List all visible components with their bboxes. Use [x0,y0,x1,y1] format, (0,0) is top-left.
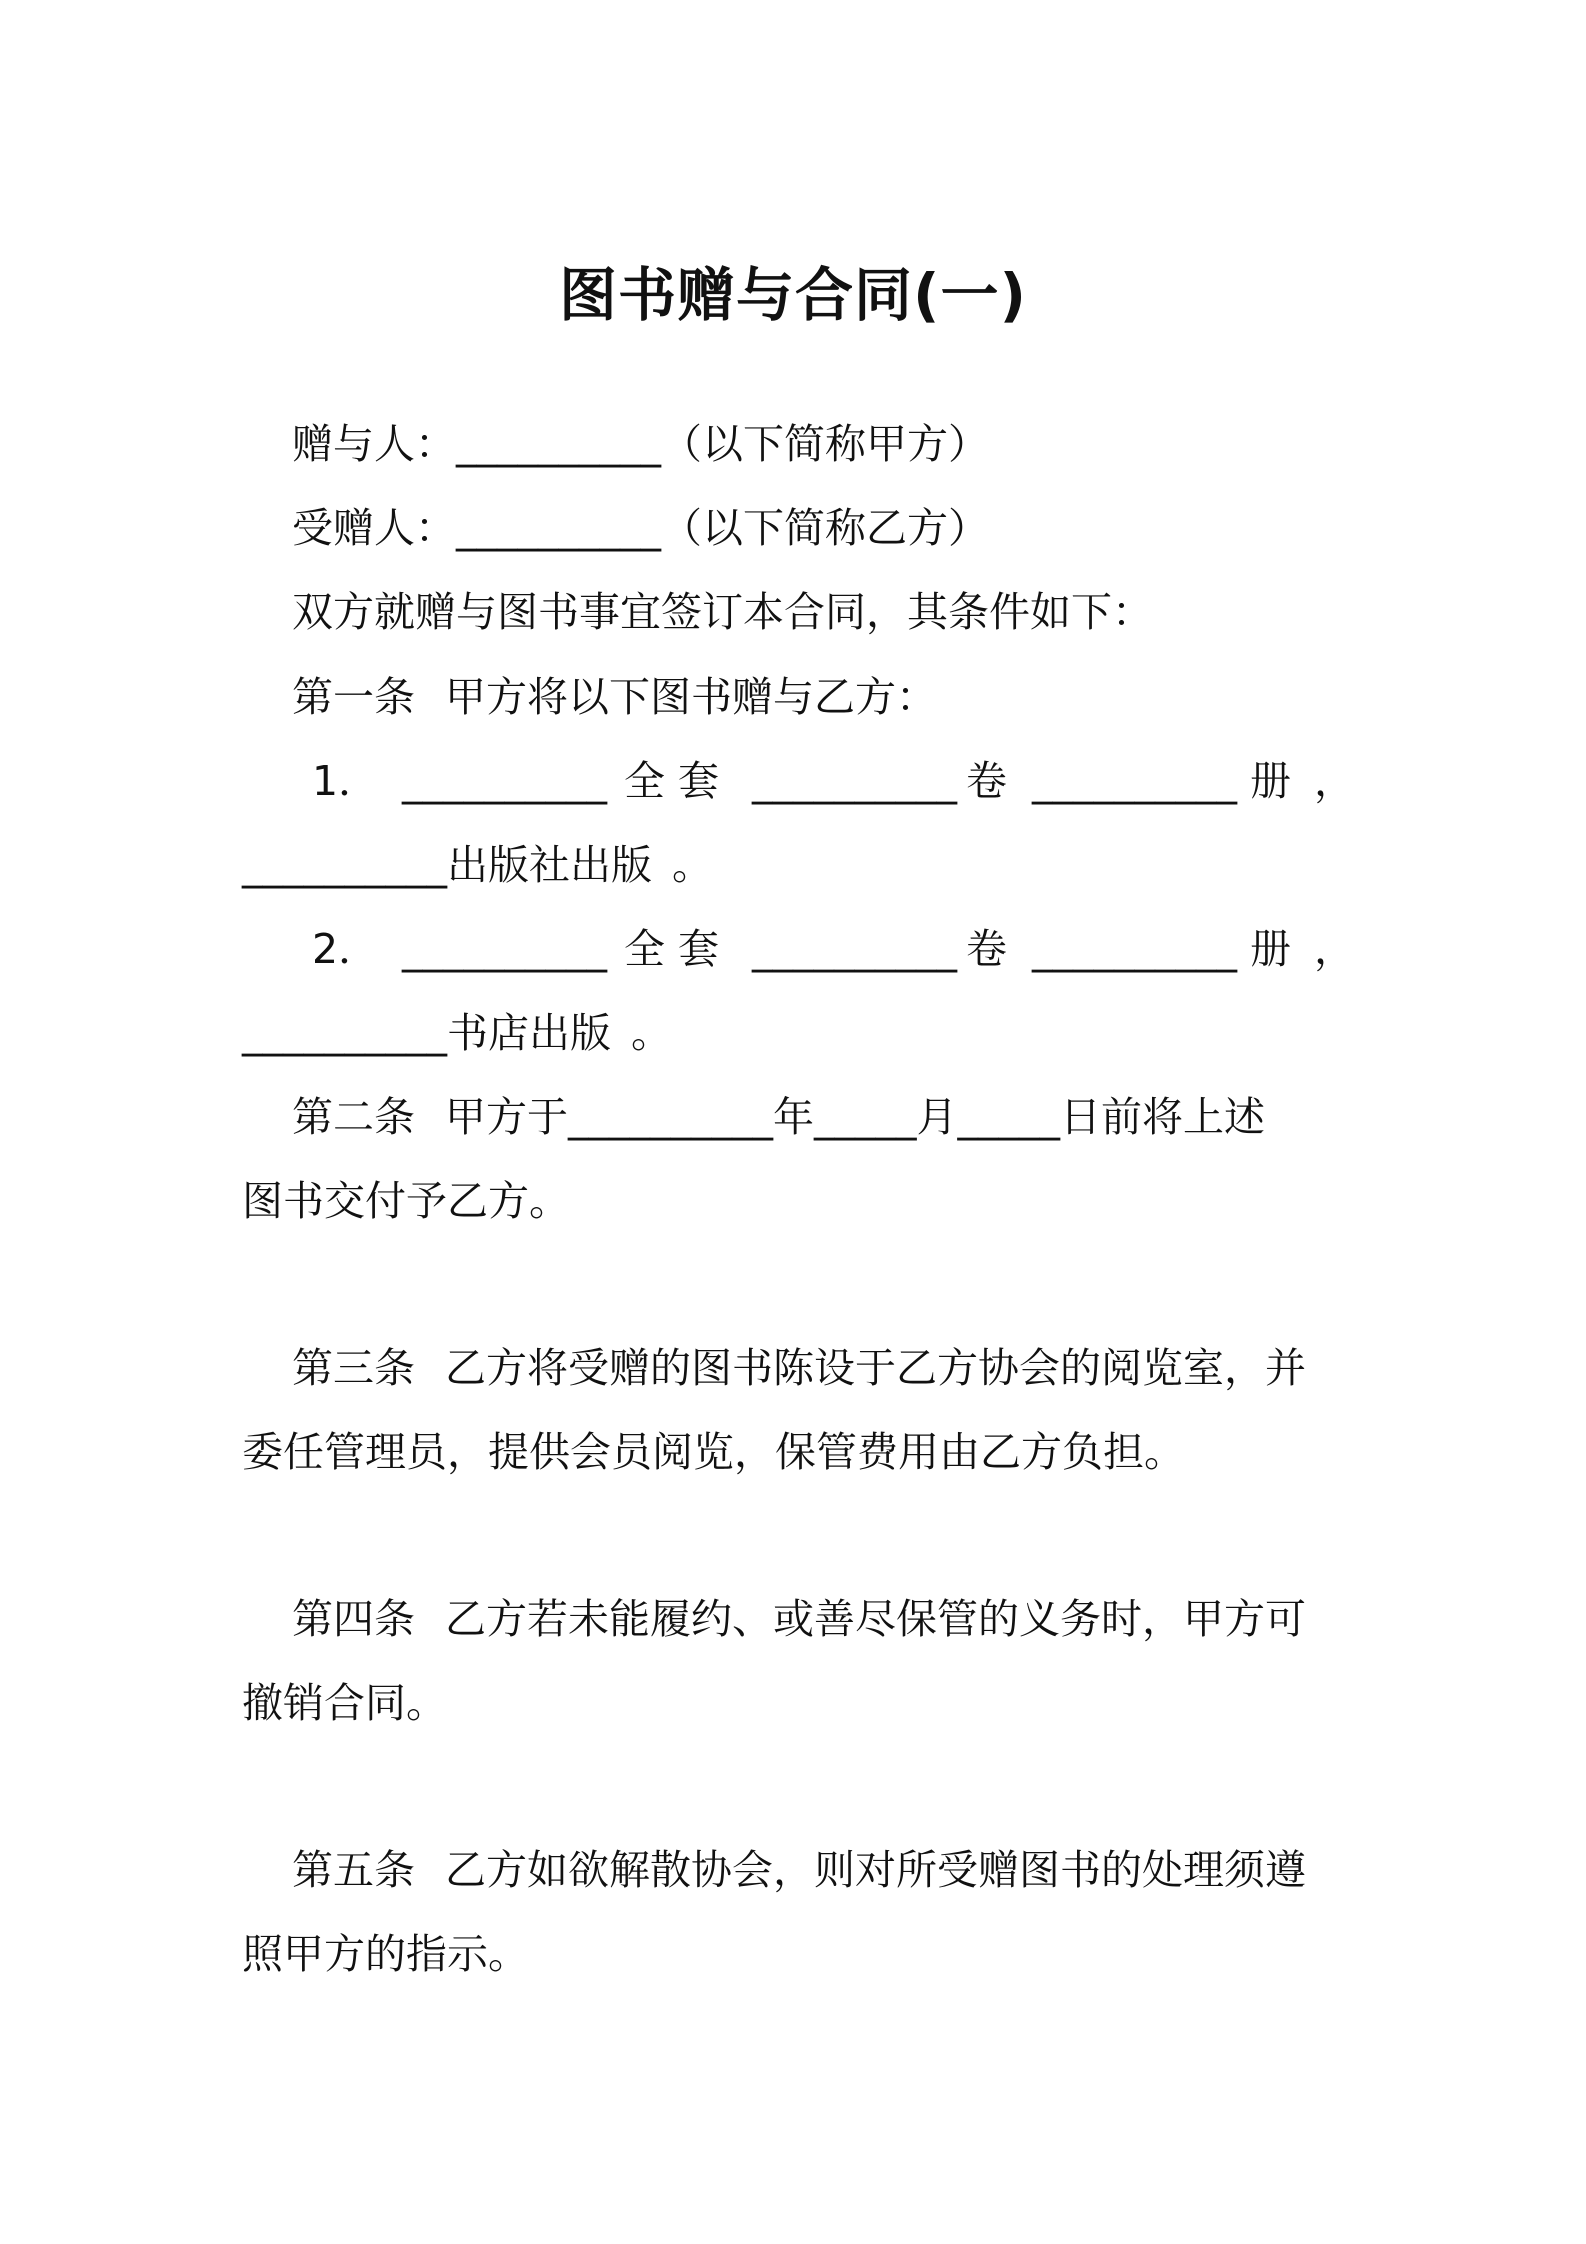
article2-heading: 第二条 [292,1093,415,1141]
donor-label: 赠与人： [292,420,456,468]
article3-line1 [292,1339,1306,1397]
article1-text: 甲方将以下图书赠与乙方： [445,673,937,721]
article2-month: 月 [916,1093,958,1141]
article1-heading: 第一条 [292,673,415,721]
article2-blank-month: _____ [814,1093,917,1141]
item2-comma: ， [1314,925,1355,973]
article4-text: 乙方若未能履约、或善尽保管的义务时，甲方可 [445,1595,1306,1643]
item1-volume: 卷 [966,757,1007,805]
article3-text: 乙方将受赠的图书陈设于乙方协会的阅览室，并 [445,1344,1306,1392]
document-title: 图书赠与合同(一) [558,261,1028,329]
donor-line [292,415,989,473]
article4-line2: 撤销合同。 [242,1679,447,1727]
item2-volume: 卷 [966,925,1007,973]
item2-copies: 册 [1250,925,1291,973]
item2-full-set: 全 套 [624,925,720,973]
item2-line2 [242,1004,672,1062]
article2-line1 [292,1088,1265,1146]
item1-blank-c: __________ [1032,757,1237,805]
article2-part1: 甲方于 [445,1093,568,1141]
article5-line1 [292,1841,1306,1899]
article2-blank-day: _____ [957,1093,1060,1141]
item2-num: 2． [312,925,380,973]
item1-blank-a: __________ [402,757,607,805]
donor-blank: __________ [456,420,661,468]
article5-heading: 第五条 [292,1846,415,1894]
donee-line [292,499,989,557]
item1-end: 。 [672,841,713,889]
article5-text: 乙方如欲解散协会，则对所受赠图书的处理须遵 [445,1846,1306,1894]
article2-year: 年 [773,1093,814,1141]
item1-full-set: 全 套 [624,757,720,805]
donor-suffix: （以下简称甲方） [661,420,989,468]
item2-end: 。 [631,1009,672,1057]
donee-suffix: （以下简称乙方） [661,504,989,552]
article2-blank-year: __________ [568,1093,773,1141]
intro-line: 双方就赠与图书事宜签订本合同，其条件如下： [292,588,1153,636]
item2-publisher: 书店出版 [447,1009,611,1057]
article3-line2: 委任管理员，提供会员阅览，保管费用由乙方负担。 [242,1428,1185,1476]
article4-heading: 第四条 [292,1595,415,1643]
article2-day-rest: 日前将上述 [1060,1093,1265,1141]
item2-blank-a: __________ [402,925,607,973]
donee-label: 受赠人： [292,504,456,552]
article3-heading: 第三条 [292,1344,415,1392]
item2-blank-b: __________ [752,925,957,973]
item1-copies: 册 [1250,757,1291,805]
item1-comma: ， [1314,757,1355,805]
item1-blank-b: __________ [752,757,957,805]
article1-line [292,668,937,726]
item1-publisher: 出版社出版 [447,841,652,889]
item2-blank-c: __________ [1032,925,1237,973]
item1-num: 1． [312,757,380,805]
article2-line2: 图书交付予乙方。 [242,1177,570,1225]
item1-blank-d: __________ [242,841,447,889]
article5-line2: 照甲方的指示。 [242,1930,529,1978]
donee-blank: __________ [456,504,661,552]
item2-blank-d: __________ [242,1009,447,1057]
article4-line1 [292,1590,1306,1648]
item1-line2 [242,836,713,894]
